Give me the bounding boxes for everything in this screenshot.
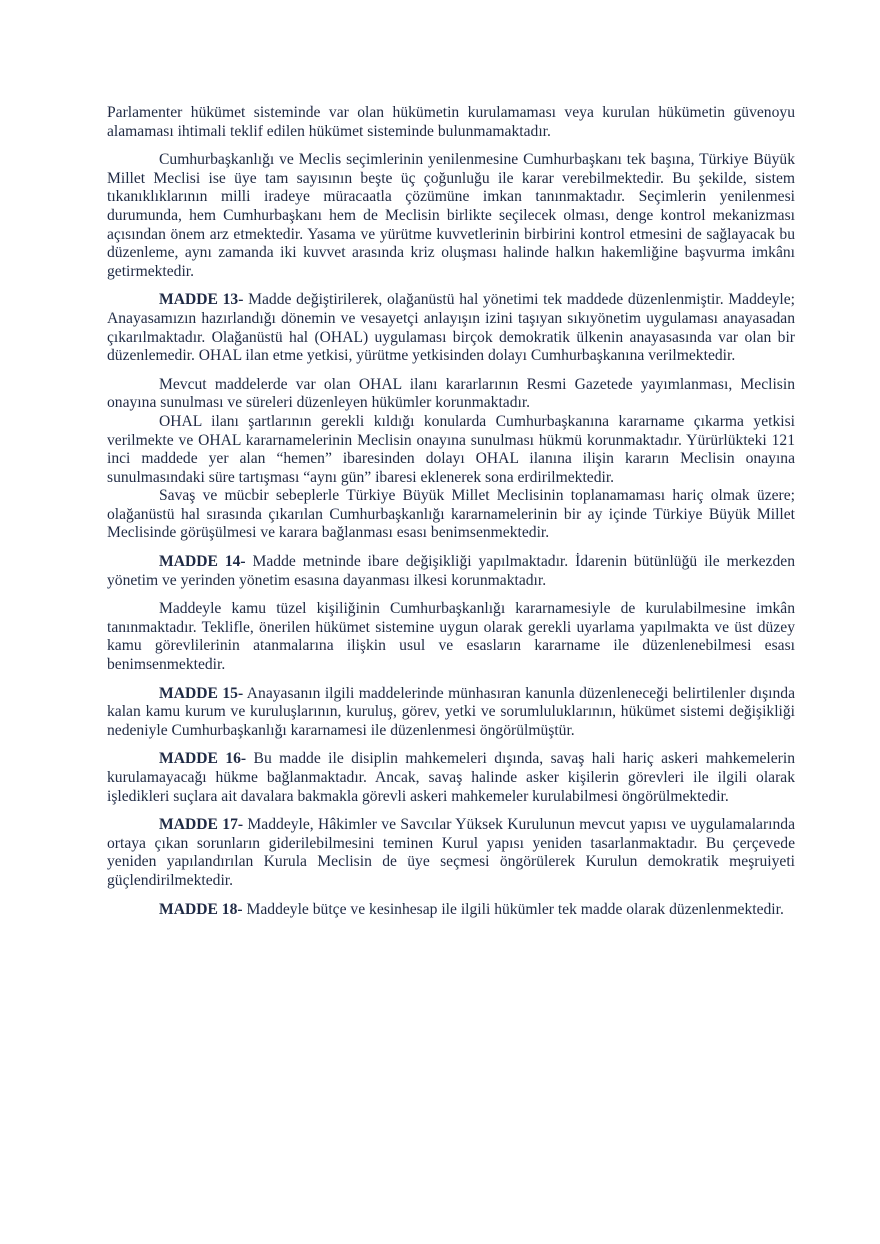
- madde-18-label: MADDE 18-: [159, 900, 243, 918]
- paragraph-savas-mucbir-sebepler: Savaş ve mücbir sebeplerle Türkiye Büyük Millet Meclisinin toplanamaması hariç olmak üzere; olağanüstü hal sırasında çıkarılan Cumhurbaşkanlığı kararnamelerinin bir ay içinde Türkiye Büyük Millet Meclisinde görüşülmesi ve karara bağlanması esası benimsenmektedir.: [107, 487, 795, 542]
- paragraph-madde-14: [107, 553, 795, 590]
- madde-17-text: Maddeyle, Hâkimler ve Savcılar Yüksek Kurulunun mevcut yapısı ve uygulamalarında ortaya çıkan sorunların giderilebilmesini teminen Kurul yapısı yeniden tasarlanmaktadır. Bu çerçevede yeniden yapılandırılan Kurula Meclisin de üye seçmesi öngörülerek Kurulun demokratik meşruiyeti güçlendirilmektedir.: [107, 816, 795, 889]
- madde-15-label: MADDE 15-: [159, 684, 244, 702]
- madde-13-text: Madde değiştirilerek, olağanüstü hal yönetimi tek maddede düzenlenmiştir. Maddeyle; Anayasamızın hazırlandığı dönemin ve vesayetçi anlayışın izini taşıyan sıkıyönetim uygulaması anayasadan çıkarılmaktadır. Olağanüstü hal (OHAL) uygulaması birçok demokratik ülkenin anayasasında var olan bir düzenlemedir. OHAL ilan etme yetkisi, yürütme yetkisinden dolayı Cumhurbaşkanına verilmektedir.: [107, 291, 795, 365]
- paragraph-madde-17: [107, 816, 795, 890]
- madde-16-label: MADDE 16-: [159, 750, 247, 768]
- paragraph-ohal-kararname: OHAL ilanı şartlarının gerekli kıldığı konularda Cumhurbaşkanına kararname çıkarma yetkisi verilmekte ve OHAL kararnamelerinin Meclisin onayına sunulması hükmü korunmaktadır. Yürürlükteki 121 inci maddede yer alan “hemen” ibaresinden dolayı OHAL ilanına ilişin kararın Meclisin onayına sunulmasındaki süre tartışması “aynı gün” ibaresi eklenerek sona erdirilmektedir.: [107, 412, 795, 486]
- madde-15-text: Anayasanın ilgili maddelerinde münhasıran kanunla düzenleneceği belirtilenler dışında kalan kamu kurum ve kuruluşlarının, kuruluş, görev, yetki ve sorumluluklarının, hükümet sistemi değişikliği nedeniyle Cumhurbaşkanlığı kararnamesi ile düzenlenmesi öngörülmüştür.: [107, 684, 795, 739]
- paragraph-hukumet-sistemi: Parlamenter hükümet sisteminde var olan hükümetin kurulamaması veya kurulan hükümetin güvenoyu alamaması ihtimali teklif edilen hükümet sisteminde bulunmamaktadır.: [107, 104, 795, 140]
- madde-13-label: MADDE 13-: [159, 291, 244, 309]
- madde-17-label: MADDE 17-: [159, 816, 244, 834]
- paragraph-kamu-tuzel-kisiligi: Maddeyle kamu tüzel kişiliğinin Cumhurbaşkanlığı kararnamesiyle de kurulabilmesine imkân tanınmaktadır. Teklifle, önerilen hükümet sistemine uygun olarak gerekli uyarlama yapılmakta ve üst düzey kamu görevlilerinin atanmalarına ilişkin usul ve esasların kararname ile düzenlenebilmesi esası benimsenmektedir.: [107, 600, 795, 674]
- madde-14-label: MADDE 14-: [159, 553, 246, 571]
- paragraph-madde-15: [107, 685, 795, 741]
- madde-16-text: Bu madde ile disiplin mahkemeleri dışında, savaş hali hariç askeri mahkemelerin kurulamayacağı hükme bağlanmaktadır. Ancak, savaş halinde asker kişilerin görevleri ile ilgili olarak işledikleri suçlara ait davalara bakmakla görevli askeri mahkemeler kurulabilmesi öngörülmektedir.: [107, 750, 796, 805]
- paragraph-madde-16: [107, 750, 795, 806]
- madde-18-text: Maddeyle bütçe ve kesinhesap ile ilgili hükümler tek madde olarak düzenlenmektedir.: [242, 900, 784, 918]
- document-page: [107, 104, 795, 919]
- madde-14-text: Madde metninde ibare değişikliği yapılmaktadır. İdarenin bütünlüğü ile merkezden yönetim ve yerinden yönetim esasına dayanması ilkesi korunmaktadır.: [107, 553, 795, 589]
- paragraph-madde-13: [107, 291, 795, 365]
- paragraph-ohal-mevcut-hukumler: Mevcut maddelerde var olan OHAL ilanı kararlarının Resmi Gazetede yayımlanması, Meclisin onayına sunulması ve süreleri düzenleyen hükümler korunmaktadır.: [107, 375, 795, 412]
- paragraph-madde-18: [107, 901, 795, 920]
- paragraph-secimlerin-yenilenmesi: Cumhurbaşkanlığı ve Meclis seçimlerinin yenilenmesine Cumhurbaşkanı tek başına, Türkiye Büyük Millet Meclisi ise üye tam sayısının beşte üç çoğunluğu ile karar verebilmektedir. Bu şekilde, sistem tıkanıklıklarının milli iradeye müracaatla çözümüne imkan tanınmaktadır. Seçimlerin yenilenmesi durumunda, hem Cumhurbaşkanı hem de Meclisin birlikte seçilecek olması, denge kontrol mekanizması açısından önem arz etmektedir. Yasama ve yürütme kuvvetlerinin birbirini kontrol etmesini de sağlayacak bu düzenleme, aynı zamanda iki kuvvet arasında kriz oluşması halinde halkın hakemliğine başvurma imkânı getirmektedir.: [107, 151, 795, 280]
